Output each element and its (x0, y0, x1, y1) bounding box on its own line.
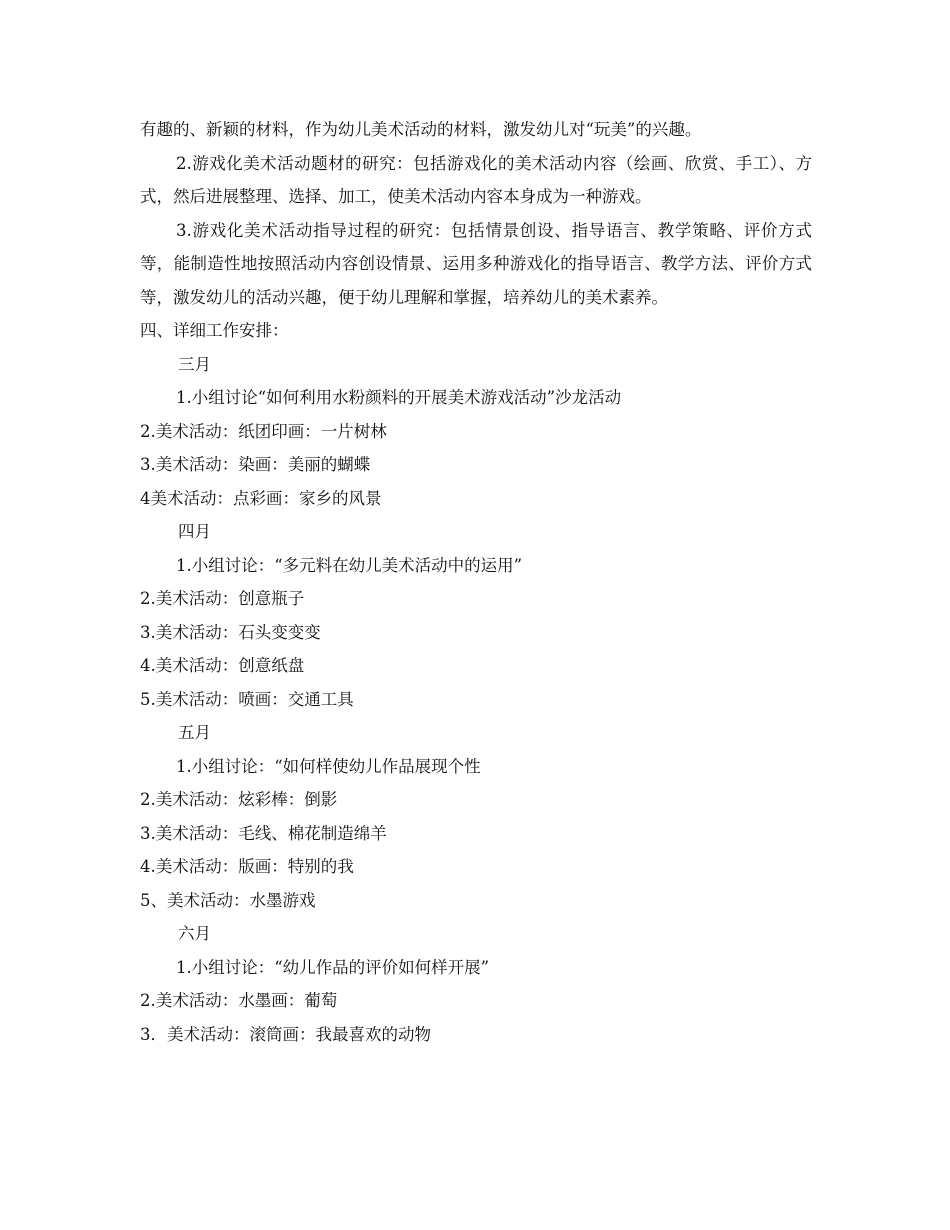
paragraph-topic-research: 2.游戏化美术活动题材的研究：包括游戏化的美术活动内容（绘画、欣赏、手工）、方式，然后进展整理、选择、加工，使美术活动内容本身成为一种游戏。 (140, 153, 812, 206)
list-item: 2.美术活动：创意瓶子 (140, 589, 305, 608)
list-item: 4.美术活动：创意纸盘 (140, 656, 305, 675)
month-heading-april: 四月 (178, 522, 211, 541)
document-page (140, 113, 812, 1051)
list-item: 3.美术活动：染画：美丽的蝴蝶 (140, 455, 371, 474)
paragraph-guidance-research: 3.游戏化美术活动指导过程的研究：包括情景创设、指导语言、教学策略、评价方式等，能制造性地按照活动内容创设情景、运用多种游戏化的指导语言、教学方法、评价方式等，激发幼儿的活动兴趣，便于幼儿理解和掌握，培养幼儿的美术素养。 (140, 220, 812, 307)
list-item: 4美术活动：点彩画：家乡的风景 (140, 488, 382, 508)
list-item: 4.美术活动：版画：特别的我 (140, 857, 354, 876)
list-item: 3.美术活动：毛线、棉花制造绵羊 (140, 823, 387, 843)
paragraph-intro: 有趣的、新颖的材料，作为幼儿美术活动的材料，激发幼儿对“玩美”的兴趣。 (140, 120, 702, 139)
list-item: 1.小组讨论：“多元料在幼儿美术活动中的运用” (176, 555, 523, 575)
list-item: 1.小组讨论：“如何样使幼儿作品展现个性 (176, 756, 481, 776)
list-item: 5、美术活动：水墨游戏 (140, 890, 316, 910)
list-item: 3．美术活动：滚筒画：我最喜欢的动物 (140, 1024, 431, 1044)
month-heading-march: 三月 (178, 354, 211, 374)
section-heading-schedule: 四、详细工作安排： (140, 321, 289, 340)
list-item: 2.美术活动：水墨画：葡萄 (140, 991, 338, 1010)
list-item: 1.小组讨论：“幼儿作品的评价如何样开展” (176, 957, 490, 977)
month-heading-may: 五月 (178, 723, 211, 742)
list-item: 1.小组讨论“如何利用水粉颜料的开展美术游戏活动”沙龙活动 (176, 388, 622, 407)
list-item: 2.美术活动：炫彩棒：倒影 (140, 790, 338, 809)
list-item: 2.美术活动：纸团印画：一片树林 (140, 421, 387, 441)
list-item: 3.美术活动：石头变变变 (140, 622, 321, 642)
list-item: 5.美术活动：喷画：交通工具 (140, 689, 354, 709)
month-heading-june: 六月 (178, 924, 211, 943)
